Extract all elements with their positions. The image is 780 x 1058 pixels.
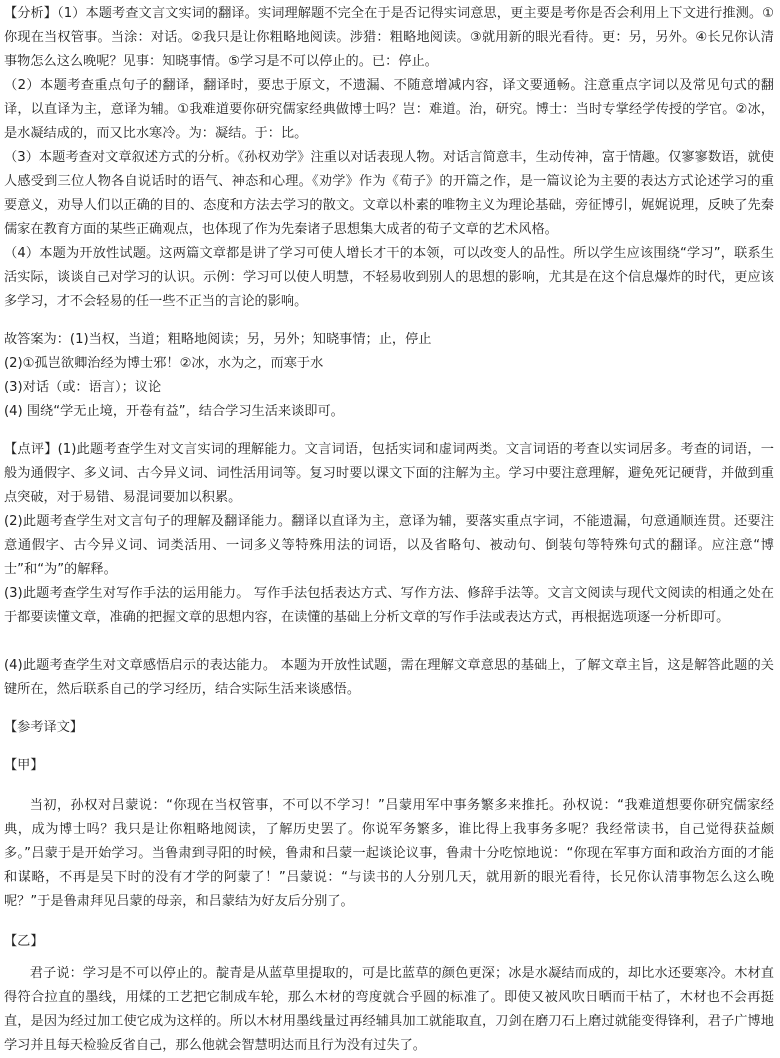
analysis-part-2: （2）本题考查重点句子的翻译，翻译时，要忠于原文，不遗漏、不随意增减内容，译文要通畅。注意重点字词以及常见句式的翻译，以直译为主，意译为辅。①我难道要你研究儒家经典做博士吗？岂：难道。治，研究。博士：当时专掌经学传授的学官。②冰，是水凝结成的，而又比水寒冷。为：凝结。于：比。 bbox=[4, 78, 774, 141]
analysis-part-4: （4）本题为开放性试题。这两篇文章都是讲了学习可使人增长才干的本领，可以改变人的品性。所以学生应该围绕“学习”，联系生活实际，谈谈自己对学习的认识。示例：学习可以使人明慧，不轻易收到别人的思想的影响，尤其是在这个信息爆炸的时代，更应该多学习，才不会轻易的任一些不正当的言论的影响。 bbox=[4, 246, 774, 309]
comment-part-1: 【点评】(1)此题考查学生对文言实词的理解能力。文言词语，包括实词和虚词两类。文言词语的考查以实词居多。考查的词语，一般为通假字、多义词、古今异义词、词性活用词等。复习时要以课文下面的注解为主。学习中要注意理解，避免死记硬背，并做到重点突破，对于易错、易混词要加以积累。 bbox=[4, 442, 774, 505]
comment-part-3: (3)此题考查学生对写作手法的运用能力。 写作手法包括表达方式、写作方法、修辞手法等。文言文阅读与现代文阅读的相通之处在于都要读懂文章，准确的把握文章的思想内容，在读懂的基础上分析文章的写作手法或表达方式，再根据选项逐一分析即可。 bbox=[4, 586, 774, 625]
comment-part-4: (4)此题考查学生对文章感悟启示的表达能力。 本题为开放性试题，需在理解文章意思的基础上，了解文章主旨，这是解答此题的关键所在，然后联系自己的学习经历，结合实际生活来谈感悟。 bbox=[4, 658, 774, 697]
comment-part-2: (2)此题考查学生对文言句子的理解及翻译能力。翻译以直译为主，意译为辅，要落实重点字词，不能遗漏，句意通顺连贯。还要注意通假字、古今异义词、词类活用、一词多义等特殊用法的词语，以及省略句、被动句、倒装句等特殊句式的翻译。应注意“博士”和“为”的解释。 bbox=[4, 514, 774, 577]
answer-line-3: (3)对话（或：语言）；议论 bbox=[4, 380, 162, 395]
passage-yi-translation: 君子说：学习是不可以停止的。靛青是从蓝草里提取的，可是比蓝草的颜色更深；冰是水凝结而成的，却比水还要寒冷。木材直得符合拉直的墨线，用煣的工艺把它制成车轮，那么木材的弯度就合乎圆的标准了。即使又被风吹日晒而干枯了，木材也不会再挺直，是因为经过加工使它成为这样的。所以木材用墨线量过再经辅具加工就能取直，刀剑在磨刀石上磨过就能变得锋利，君子广博地学习并且每天检验反省自己，那么他就会智慧明达而且行为没有过失了。 bbox=[4, 966, 774, 1053]
answer-line-2: (2)①孤岂欲卿治经为博士邪！②冰，水为之，而寒于水 bbox=[4, 356, 324, 371]
answer-line-4: (4) 围绕“学无止境，开卷有益”，结合学习生活来谈即可。 bbox=[4, 404, 344, 419]
translation-heading: 【参考译文】 bbox=[4, 720, 84, 735]
answer-line-1: 故答案为：(1)当权，当道；粗略地阅读；另，另外；知晓事情；止，停止 bbox=[4, 332, 432, 347]
analysis-part-1: 【分析】（1）本题考查文言文实词的翻译。实词理解题不完全在于是否记得实词意思，更主要是考你是否会利用上下文进行推测。①你现在当权管事。当涂：对话。②我只是让你粗略地阅读。涉猎：粗略地阅读。③就用新的眼光看待。更：另，另外。④长兄你认清事物怎么这么晚呢？见事：知晓事情。⑤学习是不可以停止的。已：停止。 bbox=[4, 6, 774, 69]
passage-jia-label: 【甲】 bbox=[4, 758, 44, 773]
analysis-part-3: （3）本题考查对文章叙述方式的分析。《孙权劝学》注重以对话表现人物。对话言简意丰，生动传神，富于情趣。仅寥寥数语，就使人感受到三位人物各自说话时的语气、神态和心理。《劝学》作为《荀子》的开篇之作，是一篇议论为主要的表达方式论述学习的重要意义，劝导人们以正确的目的、态度和方法去学习的散文。文章以朴素的唯物主义为理论基础，旁征博引，娓娓说理，反映了先秦儒家在教育方面的某些正确观点，也体现了作为先秦诸子思想集大成者的荀子文章的艺术风格。 bbox=[4, 150, 774, 237]
passage-yi-label: 【乙】 bbox=[4, 934, 44, 949]
passage-jia-translation: 当初，孙权对吕蒙说：“你现在当权管事，不可以不学习！”吕蒙用军中事务繁多来推托。孙权说：“我难道想要你研究儒家经典，成为博士吗？我只是让你粗略地阅读，了解历史罢了。你说军务繁多，谁比得上我事务多呢？我经常读书，自己觉得获益颇多。”吕蒙于是开始学习。当鲁肃到寻阳的时候，鲁肃和吕蒙一起谈论议事，鲁肃十分吃惊地说：“你现在军事方面和政治方面的才能和谋略，不再是吴下时的没有才学的阿蒙了！”吕蒙说：“与读书的人分别几天，就用新的眼光看待，长兄你认清事物怎么这么晚呢？”于是鲁肃拜见吕蒙的母亲，和吕蒙结为好友后分别了。 bbox=[4, 798, 774, 909]
